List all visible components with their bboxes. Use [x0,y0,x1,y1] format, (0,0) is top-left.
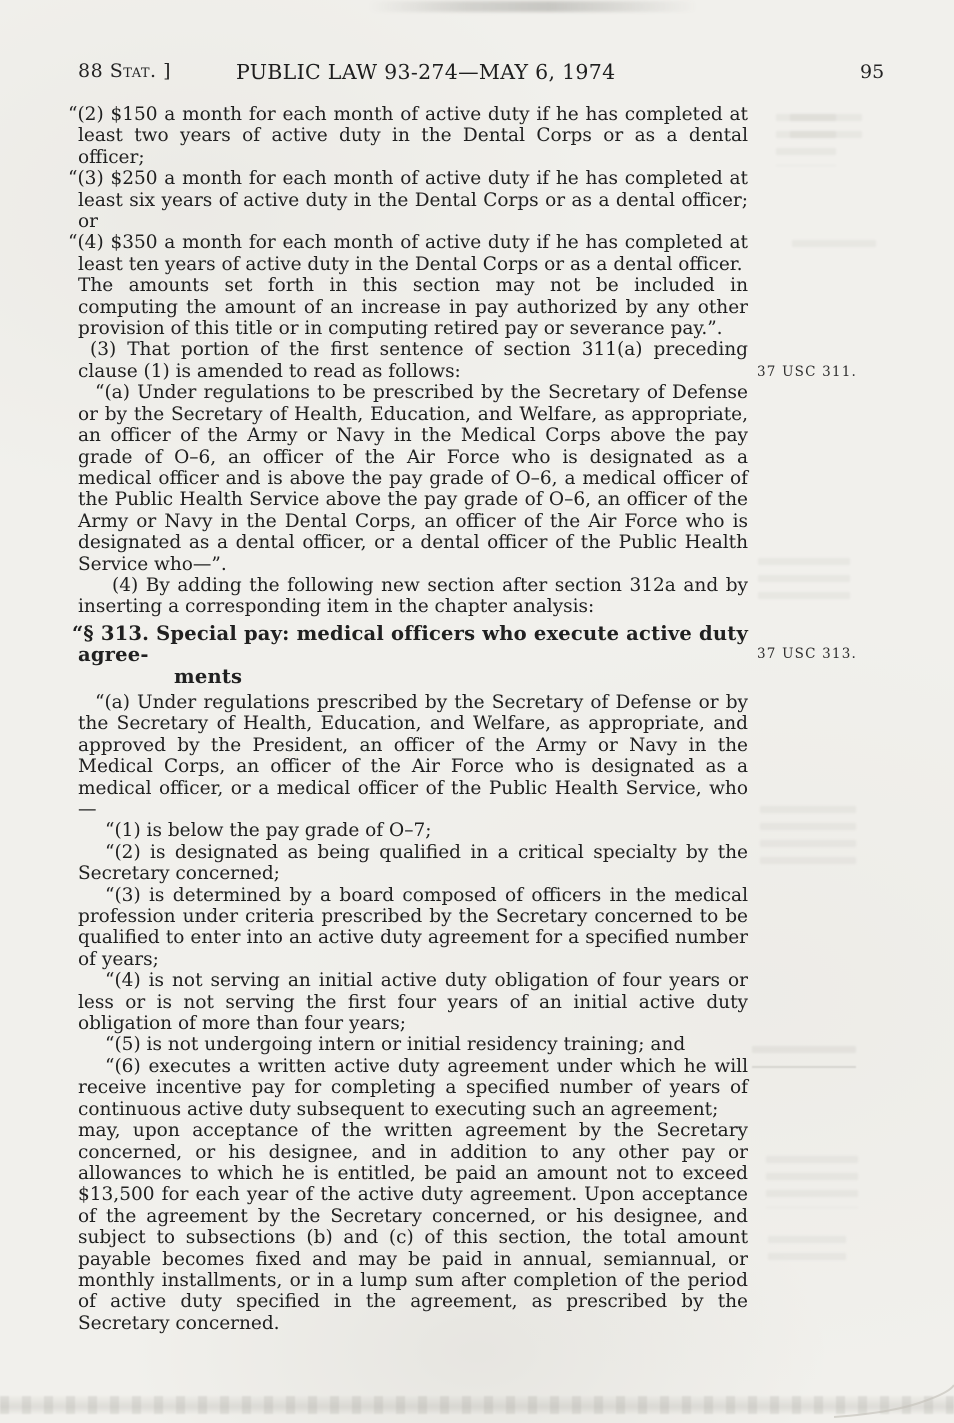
bleedthrough-smudge [768,1236,846,1264]
bleedthrough-smudge [766,1156,858,1208]
condition-item-5: “(5) is not undergoing intern or initial residency training; and [105,1034,686,1056]
top-scan-smudge [368,1,698,12]
paragraph-dental-150: “(2) $150 a month for each month of active duty if he has completed at least two years of active duty in the Dental Corps or as a dental officer; [68,104,748,168]
paragraph-amendment-4: (4) By adding the following new section after section 312a and by inserting a corresponding item in the chapter analysis: [78,574,748,618]
condition-item-6: “(6) executes a written active duty agreement under which he will receive incentive pay for completing a specified number of years of continuous active duty subsequent to executing such an agreement; [78,1055,748,1120]
bleedthrough-smudge [752,1046,856,1060]
paragraph-section-313a: “(a) Under regulations prescribed by the Secretary of Defense or by the Secretary of Health, Education, and Welfare, as appropriate, and approved by the President, an officer of the Army or Navy in the Medical Corps, an officer of the Air Force who is designated as a medical officer, or a medical officer of the Public Health Service, who— [78,691,748,820]
page-header [0,60,954,86]
bleedthrough-smudge [792,240,876,254]
paragraph-dental-350: “(4) $350 a month for each month of active duty if he has completed at least ten years of active duty in the Dental Corps or as a dental officer. [68,232,748,275]
section-313-heading-line2: ments [174,664,243,688]
bleedthrough-rule [752,1066,856,1068]
statute-body-column [68,104,748,1334]
public-law-title: PUBLIC LAW 93-274—MAY 6, 1974 [236,60,616,84]
stat-volume-label: 88 Stat. ] [78,60,172,82]
page-curl-crease [834,1383,954,1419]
margin-note-37-usc-313: 37 USC 313. [757,646,857,662]
condition-item-4: “(4) is not serving an initial active duty obligation of four years or less or is not serving the first four years of an initial active duty obligation of more than four years; [78,970,748,1035]
paragraph-section-311a: “(a) Under regulations to be prescribed by the Secretary of Defense or by the Secretary of Health, Education, and Welfare, as appropriate, an officer of the Army or Navy in the Medical Corps above the pay grade of O–6, an officer of the Air Force who is designated as a medical officer and is above the pay grade of O–6, a medical officer of the Public Health Service above the pay grade of O–6, an officer of the Army or Navy in the Dental Corps, an officer of the Air Force who is designated as a dental officer, or a dental officer of the Public Health Service who—”. [78,382,748,575]
margin-note-37-usc-311: 37 USC 311. [757,364,857,380]
bottom-scan-band [0,1396,954,1414]
bleedthrough-smudge [760,806,856,868]
page-number: 95 [860,61,885,83]
paragraph-amounts-limit: The amounts set forth in this section may not be included in computing the amount of an increase in pay authorized by any other provision of this title or in computing retired pay or severance pay.”. [78,275,748,340]
bleedthrough-smudge [758,558,850,608]
condition-item-2: “(2) is designated as being qualified in a critical specialty by the Secretary concerned; [78,841,748,885]
paragraph-payment-terms: may, upon acceptance of the written agreement by the Secretary concerned, or his designee, and in addition to any other pay or allowances to which he is entitled, be paid an amount not to exceed $13,500 for each year of the active duty agreement. Upon acceptance of the agreement by the Secretary concerned, or his designee, and subject to subsections (b) and (c) of this section, the total amount payable becomes fixed and may be paid in annual, semiannual, or monthly installments, or in a lump sum after completion of the period of active duty specified in the agreement, as prescribed by the Secretary concerned. [78,1120,748,1334]
paragraph-dental-250: “(3) $250 a month for each month of active duty if he has completed at least six years of active duty in the Dental Corps or as a dental officer; or [68,168,748,233]
condition-item-1: “(1) is below the pay grade of O–7; [105,820,432,842]
condition-item-3: “(3) is determined by a board composed of officers in the medical profession under criteria prescribed by the Secretary concerned to be qualified to enter into an active duty agreement for a specified number of years; [78,884,748,970]
section-313-heading [72,621,748,688]
section-313-heading-line1: “§ 313. Special pay: medical officers who execute active duty agree- [72,621,748,667]
bleedthrough-smudge [790,114,862,148]
paragraph-amendment-3: (3) That portion of the first sentence of section 311(a) preceding clause (1) is amended to read as follows: [78,339,748,382]
